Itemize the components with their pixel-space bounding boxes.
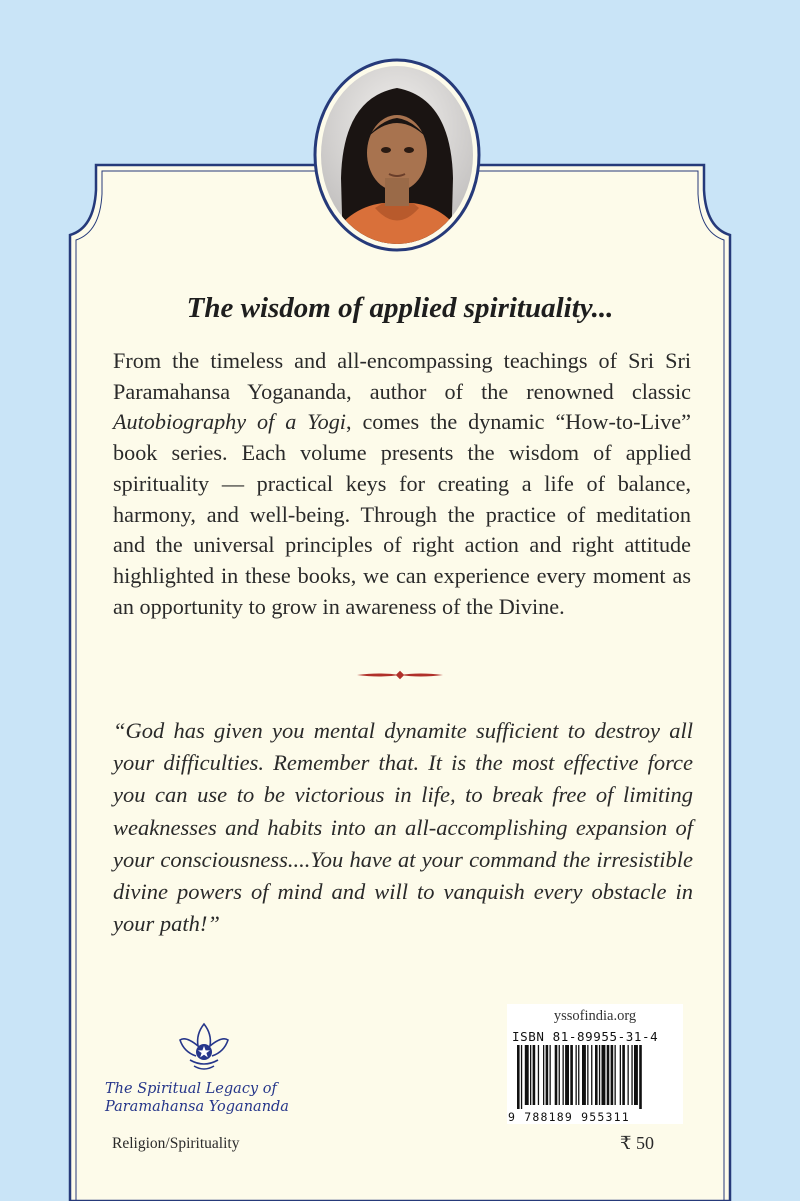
barcode-bar — [576, 1045, 577, 1105]
barcode-bar — [639, 1045, 642, 1109]
description-part2: , comes the dynamic “How-to-Live” book series. Each volume presents the wisdom of applied spirituality — practical keys for creating a life of balance, harmony, and well-being. Through the practice of meditation and the universal principles of right action and right attitude highlighted in these books, we can experience every moment as an opportunity to grow in awareness of the Divine. — [113, 409, 691, 619]
description-part1: From the timeless and all-encompassing teachings of Sri Sri Paramahansa Yogananda, author of the renowned classic — [113, 348, 691, 404]
barcode-bar — [634, 1045, 638, 1105]
logo-line2: Paramahansa Yogananda — [105, 1099, 289, 1115]
genre-label: Religion/Spirituality — [112, 1135, 240, 1152]
barcode-bar — [533, 1045, 536, 1105]
price-label: ₹ 50 — [620, 1133, 654, 1153]
barcode-bar — [611, 1045, 614, 1105]
barcode-bar — [620, 1045, 621, 1105]
barcode-bar — [543, 1045, 544, 1105]
barcode-bar — [517, 1045, 520, 1109]
barcode-bar — [538, 1045, 539, 1105]
logo-line1: The Spiritual Legacy of — [105, 1081, 277, 1097]
barcode-bar — [555, 1045, 558, 1105]
barcode-bar — [565, 1045, 569, 1105]
barcode-bar — [615, 1045, 616, 1105]
book-title: Autobiography of a Yogi — [113, 409, 346, 435]
barcode-bar — [559, 1045, 560, 1105]
logo-text — [105, 1080, 315, 1116]
barcode-bar — [563, 1045, 564, 1105]
barcode-bar — [550, 1045, 551, 1105]
quote: “God has given you mental dynamite sufficient to destroy all your difficulties. Remember that. It is the most effective force you can use to be victorious in life, to break free of limiting weaknesses and habits into an all-accomplishing expansion of your consciousness....You have at your command the irresistible divine powers of mind and will to vanquish every obstacle in your path!” — [113, 718, 693, 937]
website-label[interactable]: yssofindia.org — [507, 1004, 683, 1028]
portrait-medallion — [313, 58, 481, 252]
barcode-digits: 9 788189 955311 — [508, 1110, 630, 1124]
barcode-bar — [599, 1045, 600, 1105]
description — [113, 346, 691, 622]
lotus-star-emblem — [176, 1020, 232, 1076]
barcode-bar — [521, 1045, 522, 1109]
barcode-icon — [517, 1045, 675, 1109]
isbn-label: ISBN 81-89955-31-4 — [512, 1029, 659, 1044]
barcode-bar — [602, 1045, 606, 1105]
barcode-bar — [587, 1045, 588, 1105]
barcode-bar — [546, 1045, 549, 1105]
barcode-bar — [530, 1045, 531, 1105]
barcode-bar — [628, 1045, 629, 1105]
barcode-bar — [582, 1045, 586, 1105]
barcode-bar — [607, 1045, 610, 1105]
barcode-bar — [591, 1045, 592, 1105]
barcode-bar — [578, 1045, 579, 1105]
barcode-bar — [631, 1045, 632, 1105]
tagline: The wisdom of applied spirituality... — [186, 292, 614, 324]
barcode-bar — [570, 1045, 573, 1105]
barcode-bar — [622, 1045, 625, 1105]
barcode-bar — [525, 1045, 529, 1105]
barcode-bar — [595, 1045, 598, 1105]
divider-ornament — [355, 668, 445, 682]
